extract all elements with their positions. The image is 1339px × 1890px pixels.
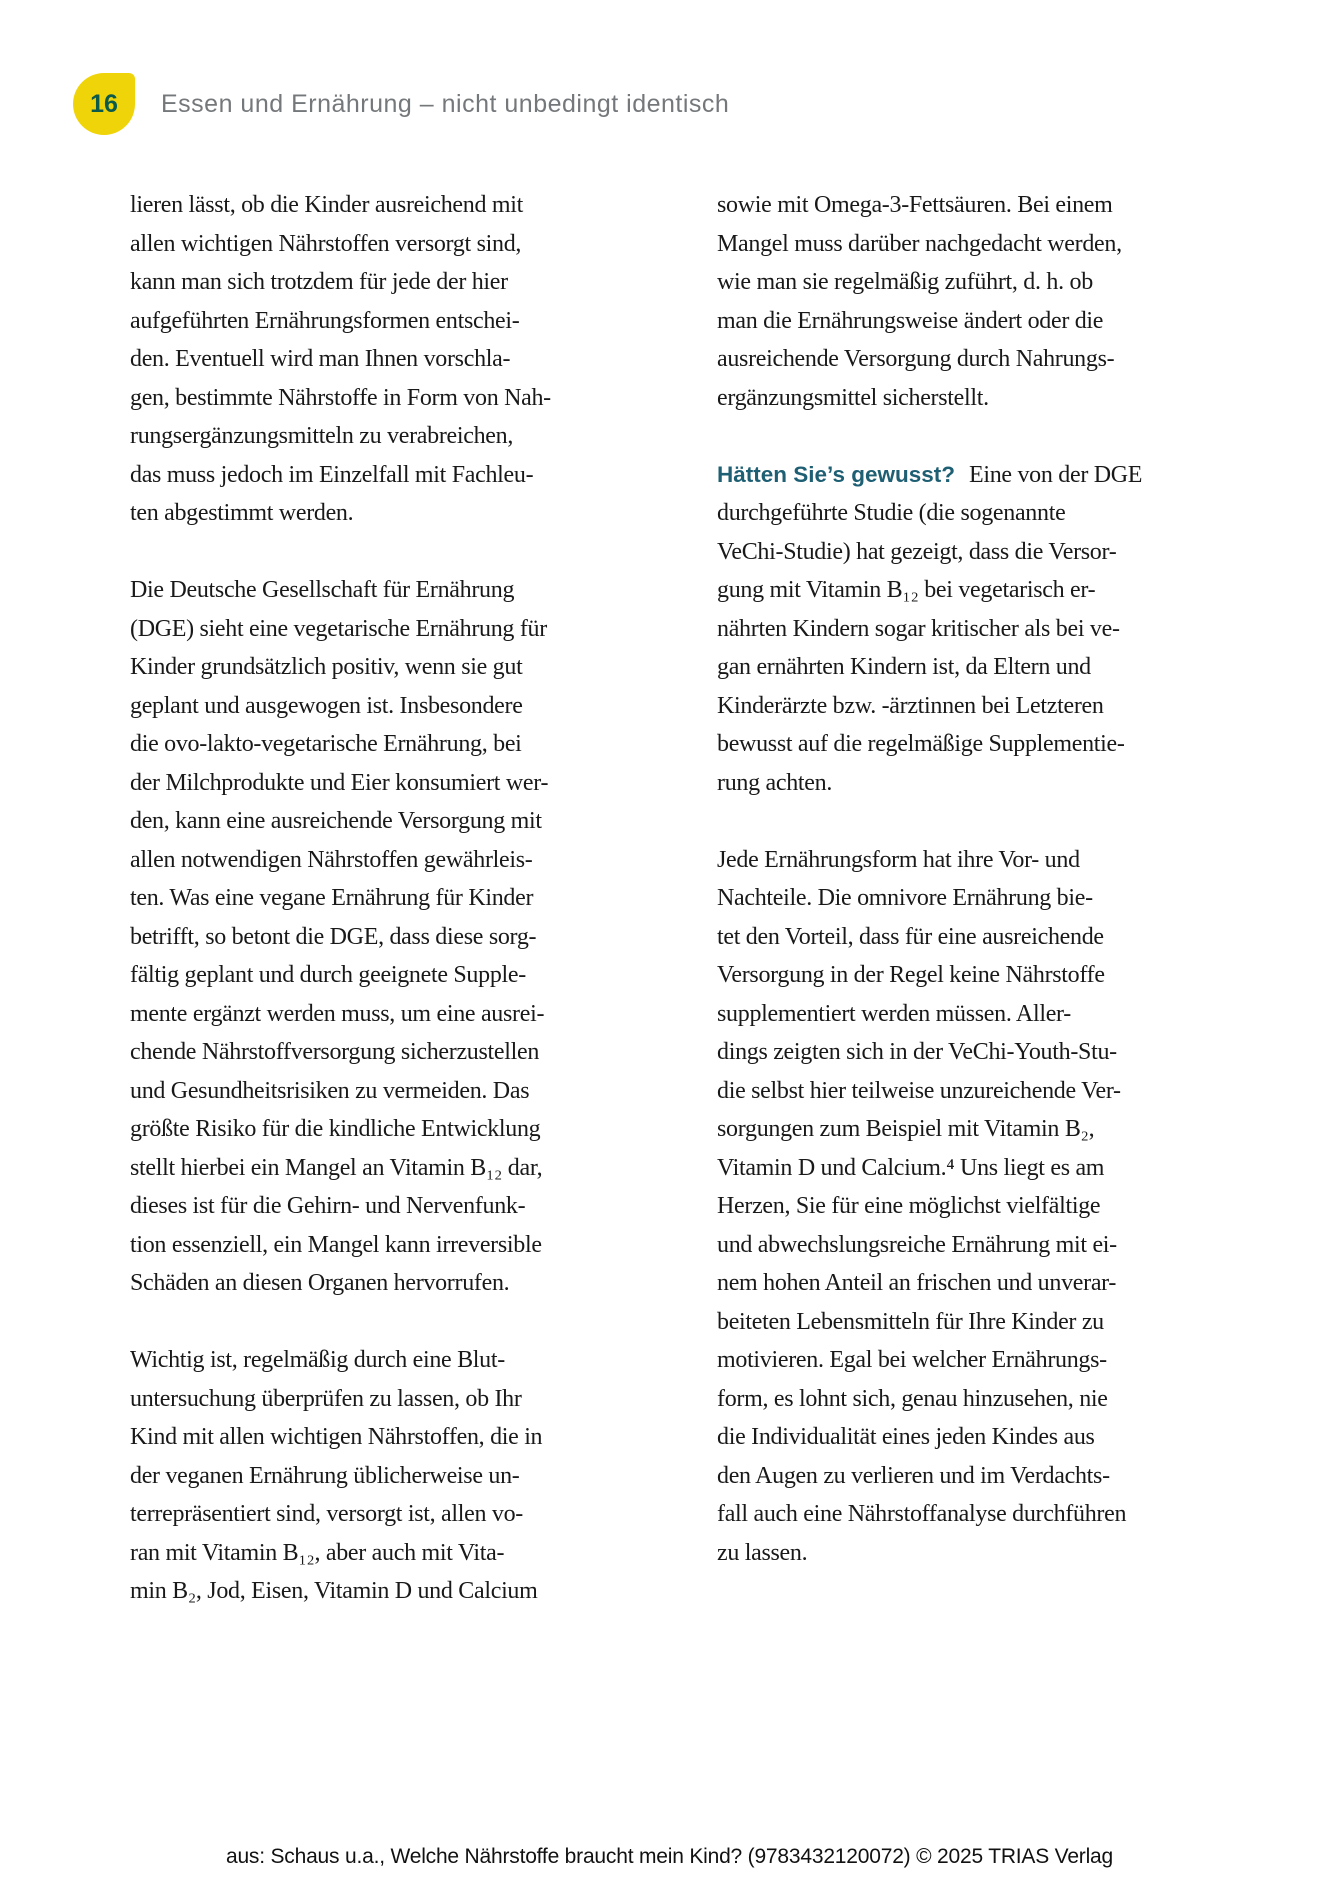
page-number-badge: [73, 73, 135, 135]
text-line: größte Risiko für die kindliche Entwicklung: [130, 1116, 541, 1142]
text-column-left: [130, 186, 560, 1611]
highlight-lead-rest: Eine von der DGE: [968, 461, 1143, 488]
text-line: mente ergänzt werden muss, um eine ausrei-: [130, 1000, 545, 1027]
text-line: sorgungen zum Beispiel mit Vitamin B₂,: [717, 1116, 1095, 1142]
text-line: Kinder grundsätzlich positiv, wenn sie gut: [130, 654, 523, 680]
highlight-lead: Hätten Sie’s gewusst?: [717, 461, 955, 487]
text-line: Nachteile. Die omnivore Ernährung bie-: [717, 885, 1093, 911]
text-line: ergänzungsmittel sicherstellt.: [717, 384, 989, 411]
text-line: ten abgestimmt werden.: [130, 500, 354, 526]
text-line: zu lassen.: [717, 1539, 808, 1566]
text-line: Kind mit allen wichtigen Nährstoffen, die in: [130, 1424, 543, 1450]
text-line: gen, bestimmte Nährstoffe in Form von Nah-: [130, 384, 551, 411]
text-line: die ovo-lakto-vegetarische Ernährung, bei: [130, 731, 522, 757]
text-line: geplant und ausgewogen ist. Insbesondere: [130, 692, 523, 719]
text-line: bewusst auf die regelmäßige Supplementie-: [717, 731, 1125, 757]
text-line: fältig geplant und durch geeignete Supple-: [130, 962, 526, 988]
text-line: Versorgung in der Regel keine Nährstoffe: [717, 962, 1105, 988]
text-line: der Milchprodukte und Eier konsumiert wer-: [130, 769, 549, 796]
text-line: ten. Was eine vegane Ernährung für Kinder: [130, 885, 534, 911]
text-line: tet den Vorteil, dass für eine ausreichende: [717, 923, 1104, 950]
text-line: allen notwendigen Nährstoffen gewährleis-: [130, 846, 533, 873]
text-line: motivieren. Egal bei welcher Ernährungs-: [717, 1347, 1107, 1373]
text-line: dings zeigten sich in der VeChi-Youth-Stu-: [717, 1039, 1117, 1065]
text-line: den Augen zu verlieren und im Verdachts-: [717, 1462, 1110, 1489]
text-line: durchgeführte Studie (die sogenannte: [717, 500, 1066, 526]
text-line: das muss jedoch im Einzelfall mit Fachleu-: [130, 461, 534, 488]
text-line: die Individualität eines jeden Kindes aus: [717, 1424, 1095, 1450]
text-line: den. Eventuell wird man Ihnen vorschla-: [130, 346, 511, 372]
text-line: [717, 456, 1147, 495]
text-line: kann man sich trotzdem für jede der hier: [130, 269, 508, 295]
text-columns: [130, 186, 1147, 1611]
chapter-title: Essen und Ernährung – nicht unbedingt identisch: [161, 89, 730, 118]
paragraph: [130, 1341, 560, 1611]
text-line: fall auch eine Nährstoffanalyse durchführen: [717, 1501, 1127, 1527]
paragraph: [717, 186, 1147, 417]
text-line: supplementiert werden müssen. Aller-: [717, 1000, 1071, 1027]
text-column-right: [717, 186, 1147, 1572]
text-line: rungsergänzungsmitteln zu verabreichen,: [130, 423, 514, 449]
text-line: beiteten Lebensmitteln für Ihre Kinder zu: [717, 1308, 1104, 1335]
text-line: Die Deutsche Gesellschaft für Ernährung: [130, 577, 515, 603]
text-line: wie man sie regelmäßig zuführt, d. h. ob: [717, 269, 1093, 295]
text-line: chende Nährstoffversorgung sicherzustellen: [130, 1039, 540, 1065]
text-line: Herzen, Sie für eine möglichst vielfältige: [717, 1193, 1101, 1219]
text-line: stellt hierbei ein Mangel an Vitamin B₁₂ dar,: [130, 1154, 543, 1181]
text-line: man die Ernährungsweise ändert oder die: [717, 307, 1104, 334]
text-line: terrepräsentiert sind, versorgt ist, allen vo-: [130, 1501, 523, 1527]
text-line: den, kann eine ausreichende Versorgung mit: [130, 808, 542, 834]
text-line: VeChi-Studie) hat gezeigt, dass die Versor-: [717, 538, 1117, 565]
text-line: sowie mit Omega-3-Fettsäuren. Bei einem: [717, 192, 1113, 218]
page-number: 16: [90, 89, 118, 118]
text-line: und abwechslungsreiche Ernährung mit ei-: [717, 1231, 1117, 1258]
paragraph: [717, 841, 1147, 1573]
page-header: [73, 73, 729, 135]
paragraph-highlight: [717, 456, 1147, 803]
text-line: gung mit Vitamin B₁₂ bei vegetarisch er-: [717, 577, 1096, 603]
text-line: betrifft, so betont die DGE, dass diese sorg-: [130, 923, 537, 950]
text-line: Kinderärzte bzw. -ärztinnen bei Letzteren: [717, 692, 1104, 719]
text-line: ran mit Vitamin B₁₂, aber auch mit Vita-: [130, 1539, 505, 1566]
text-line: nährten Kindern sogar kritischer als bei ve-: [717, 615, 1120, 642]
text-line: ausreichende Versorgung durch Nahrungs-: [717, 346, 1115, 372]
text-line: dieses ist für die Gehirn- und Nervenfunk-: [130, 1193, 526, 1219]
paragraph: [130, 571, 560, 1303]
text-line: die selbst hier teilweise unzureichende Ver-: [717, 1077, 1121, 1104]
text-line: untersuchung überprüfen zu lassen, ob Ihr: [130, 1385, 522, 1412]
text-line: aufgeführten Ernährungsformen entschei-: [130, 307, 520, 334]
text-line: rung achten.: [717, 769, 833, 796]
paragraph-body: [717, 494, 1147, 802]
text-line: (DGE) sieht eine vegetarische Ernährung für: [130, 615, 547, 642]
text-line: und Gesundheitsrisiken zu vermeiden. Das: [130, 1077, 530, 1104]
text-line: min B₂, Jod, Eisen, Vitamin D und Calcium: [130, 1578, 538, 1604]
text-line: Schäden an diesen Organen hervorrufen.: [130, 1270, 510, 1296]
text-line: Wichtig ist, regelmäßig durch eine Blut-: [130, 1347, 505, 1373]
text-line: tion essenziell, ein Mangel kann irreversible: [130, 1231, 542, 1258]
text-line: lieren lässt, ob die Kinder ausreichend mit: [130, 192, 523, 218]
text-line: nem hohen Anteil an frischen und unverar-: [717, 1270, 1117, 1296]
text-line: Vitamin D und Calcium.⁴ Uns liegt es am: [717, 1154, 1105, 1181]
text-line: form, es lohnt sich, genau hinzusehen, nie: [717, 1385, 1108, 1412]
text-line: der veganen Ernährung üblicherweise un-: [130, 1462, 520, 1489]
footer-credit: aus: Schaus u.a., Welche Nährstoffe braucht mein Kind? (9783432120072) © 2025 TRIAS Verlag: [225, 1845, 1114, 1868]
page-footer: [0, 1845, 1339, 1869]
paragraph: [130, 186, 560, 533]
text-line: gan ernährten Kindern ist, da Eltern und: [717, 654, 1091, 680]
text-line: Jede Ernährungsform hat ihre Vor- und: [717, 846, 1080, 873]
text-line: allen wichtigen Nährstoffen versorgt sind,: [130, 230, 522, 257]
text-line: Mangel muss darüber nachgedacht werden,: [717, 230, 1122, 257]
